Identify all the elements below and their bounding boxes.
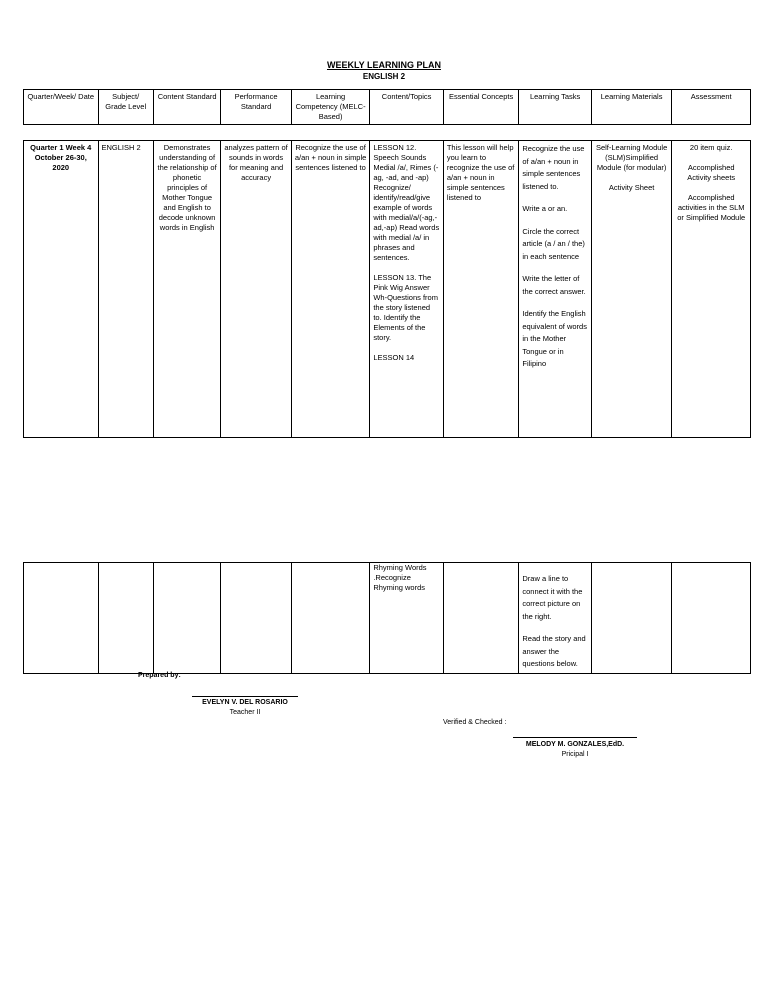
header-quarter: Quarter/Week/ Date xyxy=(24,90,99,125)
task-item: Recognize the use of a/an + noun in simple sentences listened to. xyxy=(522,144,585,191)
assessment-cell xyxy=(672,141,751,438)
header-content-standard: Content Standard xyxy=(153,90,220,125)
topic-lesson-13: LESSON 13. The Pink Wig Answer Wh-Questions from the story listened to. Identify the Elements of the story. xyxy=(373,273,438,342)
task-item: Circle the correct article (a / an / the) in each sentence xyxy=(522,226,585,261)
verified-label: Verified & Checked : xyxy=(443,719,507,726)
topics-cell xyxy=(370,563,444,674)
task-item: Identify the English equivalent of words in the Mother Tongue or in Filipino xyxy=(522,309,587,368)
task-item: Write a or an. xyxy=(522,204,568,213)
material-item: Activity Sheet xyxy=(608,183,655,192)
header-topics: Content/Topics xyxy=(370,90,444,125)
verifier-title: Pricipal I xyxy=(561,751,589,758)
content-standard-cell: Demonstrates understanding of the relationship of phonetic principles of Mother Tongue and English to decode unknown words in English xyxy=(153,141,220,438)
preparer-name: EVELYN V. DEL ROSARIO xyxy=(202,699,288,706)
header-table xyxy=(23,89,751,125)
continuation-table xyxy=(23,562,751,674)
assessment-item: 20 item quiz. xyxy=(689,143,733,152)
header-subject: Subject/ Grade Level xyxy=(98,90,153,125)
header-materials: Learning Materials xyxy=(591,90,672,125)
topic-rhyming-words: Rhyming Words .Recognize Rhyming words xyxy=(373,563,427,592)
assessment-item: Accomplished Activity sheets xyxy=(687,163,736,182)
table-row xyxy=(24,563,751,674)
document-subtitle: ENGLISH 2 xyxy=(362,72,406,81)
header-tasks: Learning Tasks xyxy=(519,90,591,125)
verifier-signature-line xyxy=(513,737,637,738)
topic-lesson-12: LESSON 12. Speech Sounds Medial /a/, Rimes (-ag, -ad, and -ap) Recognize/ identify/read/give example of words with medial/a/(-ag,-ad,-ap) Read words with medial /a/ in phrases and sentences. xyxy=(373,143,440,262)
task-item: Write the letter of the correct answer. xyxy=(522,274,586,296)
main-table xyxy=(23,140,751,438)
header-concepts: Essential Concepts xyxy=(443,90,519,125)
tasks-cell xyxy=(519,141,591,438)
material-item: Self-Learning Module (SLM)Simplified Module (for modular) xyxy=(595,143,668,172)
task-item: Draw a line to connect it with the correct picture on the right. xyxy=(522,574,583,621)
competency-cell: Recognize the use of a/an + noun in simple sentences listened to xyxy=(291,141,370,438)
verifier-name: MELODY M. GONZALES,EdD. xyxy=(525,741,625,748)
header-competency: Learning Competency (MELC-Based) xyxy=(291,90,370,125)
subject-cell: ENGLISH 2 xyxy=(98,141,153,438)
assessment-item: Accomplished activities in the SLM or Simplified Module xyxy=(677,193,746,222)
tasks-cell xyxy=(519,563,591,674)
preparer-title: Teacher II xyxy=(229,709,261,716)
document-title: WEEKLY LEARNING PLAN xyxy=(326,60,441,70)
topic-lesson-14: LESSON 14 xyxy=(373,353,415,362)
preparer-signature-line xyxy=(192,696,298,697)
topics-cell xyxy=(370,141,444,438)
quarter-cell: Quarter 1 Week 4 October 26-30, 2020 xyxy=(24,141,99,438)
concepts-cell: This lesson will help you learn to recognize the use of a/an + noun in simple sentences listened to xyxy=(443,141,519,438)
header-performance-standard: Performance Standard xyxy=(221,90,291,125)
materials-cell xyxy=(591,141,672,438)
header-assessment: Assessment xyxy=(672,90,751,125)
task-item: Read the story and answer the questions below. xyxy=(522,634,586,668)
performance-standard-cell: analyzes pattern of sounds in words for meaning and accuracy xyxy=(221,141,291,438)
prepared-by-label: Prepared by: xyxy=(138,672,181,679)
table-row xyxy=(24,141,751,438)
